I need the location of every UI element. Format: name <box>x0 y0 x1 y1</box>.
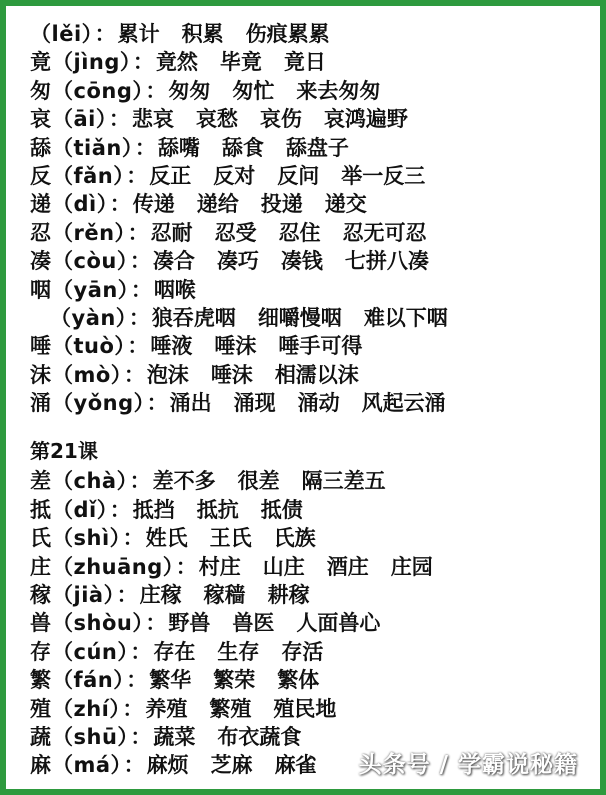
pinyin: （shòu） <box>52 611 144 636</box>
example-word: 凑钱 <box>280 249 323 274</box>
vocab-entry <box>30 332 590 360</box>
vocabulary-section-1 <box>30 20 590 417</box>
vocab-entry <box>30 20 590 48</box>
example-word: 抵债 <box>260 497 303 522</box>
example-word: 人面兽心 <box>296 611 381 636</box>
example-word: 王氏 <box>209 526 252 551</box>
pinyin: （shì） <box>52 526 121 551</box>
vocab-entry <box>30 190 590 218</box>
separator: ： <box>127 334 149 359</box>
vocab-entry <box>30 638 590 666</box>
character: 涌 <box>30 391 52 416</box>
example-word: 涌出 <box>169 391 212 416</box>
example-word: 稼穑 <box>203 583 246 608</box>
example-word: 很差 <box>237 469 280 494</box>
example-word: 山庄 <box>262 554 305 579</box>
example-word: 狼吞虎咽 <box>151 305 236 330</box>
separator: ： <box>122 696 144 721</box>
character: 蔬 <box>30 724 52 749</box>
example-word: 传递 <box>132 192 175 217</box>
vocab-entry <box>30 247 590 275</box>
example-word: 泡沫 <box>146 362 189 387</box>
character: 匆 <box>30 78 52 103</box>
vocab-entry <box>30 581 590 609</box>
separator: ： <box>94 22 116 46</box>
example-word: 麻雀 <box>274 753 317 778</box>
vocab-entry <box>30 77 590 105</box>
example-word: 哀鸿遍野 <box>323 107 408 132</box>
example-word: 相濡以沫 <box>274 362 359 387</box>
separator: ： <box>146 391 168 416</box>
example-word: 野兽 <box>168 611 211 636</box>
example-word: 递交 <box>324 192 367 217</box>
separator: ： <box>116 583 138 608</box>
example-word: 反对 <box>213 163 256 188</box>
example-word: 风起云涌 <box>361 391 446 416</box>
example-word: 唾沫 <box>214 334 257 359</box>
section-gap <box>30 417 590 435</box>
example-word: 投递 <box>260 192 303 217</box>
example-word: 兽医 <box>232 611 275 636</box>
example-word: 积累 <box>181 22 224 46</box>
pinyin: （má） <box>52 753 122 778</box>
example-word: 竟日 <box>283 50 326 75</box>
pinyin: （zhuāng） <box>52 554 174 579</box>
character: 麻 <box>30 753 52 778</box>
example-word: 繁荣 <box>213 668 256 693</box>
example-word: 悲哀 <box>131 107 174 132</box>
separator: ： <box>109 192 131 217</box>
separator: ： <box>126 668 148 693</box>
example-word: 舔盘子 <box>285 135 349 160</box>
example-word: 忍耐 <box>150 220 193 245</box>
separator: ： <box>132 50 154 75</box>
pinyin: （tiǎn） <box>52 135 133 160</box>
pinyin: （tuò） <box>52 334 126 359</box>
vocab-entry <box>30 666 590 694</box>
vocab-entry <box>30 105 590 133</box>
character: 殖 <box>30 696 52 721</box>
character: 抵 <box>30 497 52 522</box>
pinyin: （yàn） <box>50 305 127 330</box>
example-word: 哀愁 <box>195 107 238 132</box>
example-word: 唾沫 <box>210 362 253 387</box>
example-word: 唾液 <box>150 334 193 359</box>
example-word: 递给 <box>196 192 239 217</box>
vocabulary-section-2 <box>30 467 590 779</box>
separator: ： <box>123 753 145 778</box>
watermark: 头条号 / 学霸说秘籍 <box>358 752 578 778</box>
example-word: 庄稼 <box>139 583 182 608</box>
example-word: 氏族 <box>273 526 316 551</box>
example-word: 匆匆 <box>168 78 211 103</box>
pinyin: （cún） <box>52 639 129 664</box>
example-word: 酒庄 <box>326 554 369 579</box>
example-word: 芝麻 <box>210 753 253 778</box>
example-word: 姓氏 <box>145 526 188 551</box>
pinyin: （cōng） <box>52 78 144 103</box>
character: 反 <box>30 163 52 188</box>
separator: ： <box>130 277 152 302</box>
example-word: 繁体 <box>277 668 320 693</box>
character: 稼 <box>30 583 52 608</box>
vocab-entry <box>30 389 590 417</box>
example-word: 蔬菜 <box>153 724 196 749</box>
vocab-entry <box>30 276 590 304</box>
example-word: 凑合 <box>152 249 195 274</box>
character: 繁 <box>30 668 52 693</box>
example-word: 忍住 <box>278 220 321 245</box>
character: 哀 <box>30 107 52 132</box>
example-word: 殖民地 <box>273 696 337 721</box>
example-word: 反问 <box>277 163 320 188</box>
pinyin: （yǒng） <box>52 391 145 416</box>
example-word: 舔嘴 <box>157 135 200 160</box>
pinyin: （jià） <box>52 583 115 608</box>
character: 沫 <box>30 362 52 387</box>
example-word: 抵抗 <box>196 497 239 522</box>
separator: ： <box>123 362 145 387</box>
example-word: 隔三差五 <box>301 469 386 494</box>
example-word: 竟然 <box>155 50 198 75</box>
separator: ： <box>175 554 197 579</box>
example-word: 伤痕累累 <box>245 22 330 46</box>
character: 竟 <box>30 50 52 75</box>
character: 存 <box>30 639 52 664</box>
character: 忍 <box>30 220 52 245</box>
pinyin: （yān） <box>52 277 129 302</box>
vocab-entry <box>30 467 590 495</box>
example-word: 难以下咽 <box>363 305 448 330</box>
vocab-entry <box>30 219 590 247</box>
example-word: 七拼八凑 <box>344 249 429 274</box>
separator: ： <box>130 724 152 749</box>
pinyin: （mò） <box>52 362 122 387</box>
example-word: 反正 <box>149 163 192 188</box>
separator: ： <box>109 497 131 522</box>
vocab-entry <box>30 695 590 723</box>
example-word: 村庄 <box>198 554 241 579</box>
separator: ： <box>130 639 152 664</box>
separator: ： <box>126 163 148 188</box>
separator: ： <box>108 107 130 132</box>
example-word: 差不多 <box>152 469 216 494</box>
example-word: 唾手可得 <box>278 334 363 359</box>
separator: ： <box>129 249 151 274</box>
character: 氏 <box>30 526 52 551</box>
separator: ： <box>122 526 144 551</box>
pinyin: （fán） <box>52 668 125 693</box>
example-word: 毕竟 <box>219 50 262 75</box>
pinyin: （còu） <box>52 249 128 274</box>
pinyin: （lěi） <box>30 22 93 46</box>
pinyin: （dì） <box>52 192 108 217</box>
example-word: 举一反三 <box>341 163 426 188</box>
character: 唾 <box>30 334 52 359</box>
pinyin: （jìng） <box>52 50 131 75</box>
character: 庄 <box>30 554 52 579</box>
example-word: 涌现 <box>233 391 276 416</box>
example-word: 繁殖 <box>209 696 252 721</box>
example-word: 哀伤 <box>259 107 302 132</box>
vocab-entry <box>30 361 590 389</box>
example-word: 麻烦 <box>146 753 189 778</box>
example-word: 细嚼慢咽 <box>257 305 342 330</box>
separator: ： <box>127 220 149 245</box>
vocab-entry <box>30 553 590 581</box>
example-word: 庄园 <box>390 554 433 579</box>
character: 舔 <box>30 135 52 160</box>
example-word: 来去匆匆 <box>296 78 381 103</box>
example-word: 抵挡 <box>132 497 175 522</box>
vocabulary-list <box>30 20 590 789</box>
vocab-entry <box>30 496 590 524</box>
pinyin: （rěn） <box>52 220 126 245</box>
example-word: 舔食 <box>221 135 264 160</box>
vocab-entry <box>30 48 590 76</box>
example-word: 匆忙 <box>232 78 275 103</box>
separator: ： <box>134 135 156 160</box>
separator: ： <box>145 611 167 636</box>
example-word: 凑巧 <box>216 249 259 274</box>
pinyin: （chà） <box>52 469 128 494</box>
separator: ： <box>128 305 150 330</box>
vocab-entry <box>30 134 590 162</box>
separator: ： <box>129 469 151 494</box>
example-word: 忍受 <box>214 220 257 245</box>
example-word: 累计 <box>117 22 160 46</box>
example-word: 生存 <box>217 639 260 664</box>
vocab-entry <box>30 162 590 190</box>
example-word: 忍无可忍 <box>342 220 427 245</box>
character: 差 <box>30 469 52 494</box>
example-word: 繁华 <box>149 668 192 693</box>
character: 递 <box>30 192 52 217</box>
lesson-title: 第21课 <box>30 439 98 464</box>
vocab-entry <box>30 524 590 552</box>
example-word: 存活 <box>281 639 324 664</box>
example-word: 养殖 <box>145 696 188 721</box>
example-word: 布衣蔬食 <box>217 724 302 749</box>
pinyin: （dǐ） <box>52 497 108 522</box>
character: 兽 <box>30 611 52 636</box>
pinyin: （shū） <box>52 724 129 749</box>
example-word: 咽喉 <box>153 277 196 302</box>
vocab-entry <box>30 609 590 637</box>
pinyin: （zhí） <box>52 696 121 721</box>
example-word: 涌动 <box>297 391 340 416</box>
vocab-entry <box>30 304 590 332</box>
pinyin: （fǎn） <box>52 163 125 188</box>
separator: ： <box>145 78 167 103</box>
example-word: 耕稼 <box>267 583 310 608</box>
character: 凑 <box>30 249 52 274</box>
pinyin: （āi） <box>52 107 107 132</box>
example-word: 存在 <box>153 639 196 664</box>
character: 咽 <box>30 277 52 302</box>
